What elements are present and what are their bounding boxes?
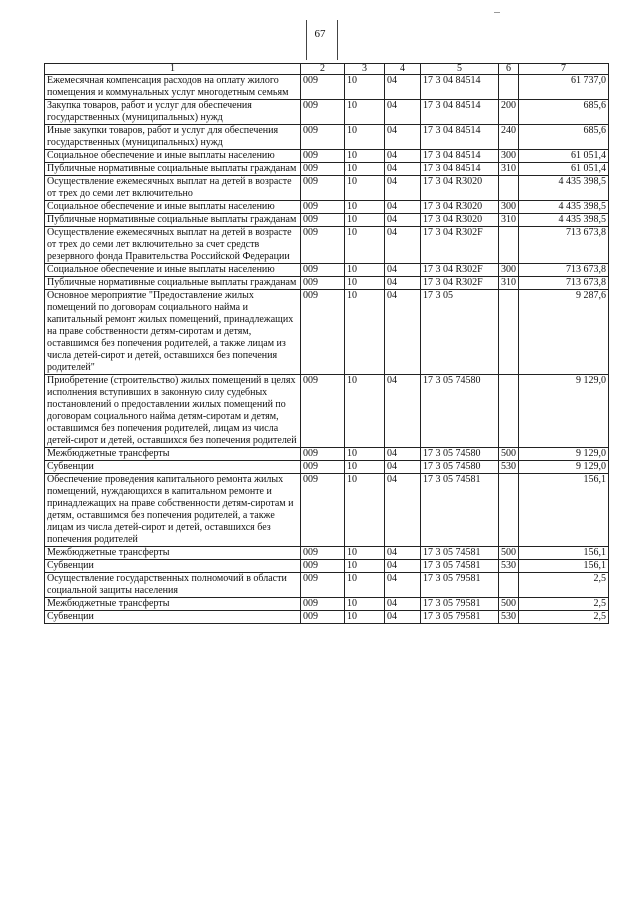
row-rz-cell: 10 — [345, 560, 385, 573]
row-name-cell: Обеспечение проведения капитального ремонта жилых помещений, нуждающихся в капитальном ремонте и принадлежащих на праве собственности детям-сиротам и детям, оставшимся без попечения родителей, а также лицам из числа детей-сирот и детей, оставшихся без попечения родителей — [45, 474, 301, 547]
row-rz-cell: 10 — [345, 573, 385, 598]
row-rz-cell: 10 — [345, 611, 385, 624]
header-cell: 5 — [421, 64, 499, 75]
row-name-cell: Межбюджетные трансферты — [45, 598, 301, 611]
row-vr-cell — [499, 573, 519, 598]
table-row — [45, 474, 609, 547]
row-csr-cell: 17 3 05 79581 — [421, 611, 499, 624]
row-csr-cell: 17 3 05 74581 — [421, 547, 499, 560]
row-ved-cell: 009 — [301, 75, 345, 100]
row-amount-cell: 4 435 398,5 — [519, 214, 609, 227]
row-amount-cell: 9 129,0 — [519, 461, 609, 474]
table-row — [45, 100, 609, 125]
row-rz-cell: 10 — [345, 125, 385, 150]
row-name-cell: Осуществление ежемесячных выплат на детей в возрасте от трех до семи лет включительно — [45, 176, 301, 201]
table-row — [45, 560, 609, 573]
row-amount-cell: 685,6 — [519, 100, 609, 125]
table-row — [45, 75, 609, 100]
row-amount-cell: 713 673,8 — [519, 277, 609, 290]
row-amount-cell: 713 673,8 — [519, 264, 609, 277]
row-rz-cell: 10 — [345, 277, 385, 290]
row-amount-cell: 9 129,0 — [519, 375, 609, 448]
row-amount-cell: 9 129,0 — [519, 448, 609, 461]
row-vr-cell: 200 — [499, 100, 519, 125]
row-pr-cell: 04 — [385, 227, 421, 264]
row-ved-cell: 009 — [301, 448, 345, 461]
table-row — [45, 227, 609, 264]
row-pr-cell: 04 — [385, 150, 421, 163]
row-rz-cell: 10 — [345, 176, 385, 201]
row-vr-cell: 500 — [499, 598, 519, 611]
row-rz-cell: 10 — [345, 201, 385, 214]
row-rz-cell: 10 — [345, 598, 385, 611]
row-pr-cell: 04 — [385, 461, 421, 474]
page-number-box — [306, 20, 338, 60]
row-vr-cell — [499, 75, 519, 100]
row-pr-cell: 04 — [385, 163, 421, 176]
row-amount-cell: 4 435 398,5 — [519, 176, 609, 201]
row-name-cell: Межбюджетные трансферты — [45, 448, 301, 461]
row-amount-cell: 713 673,8 — [519, 227, 609, 264]
row-rz-cell: 10 — [345, 461, 385, 474]
table-row — [45, 547, 609, 560]
row-pr-cell: 04 — [385, 560, 421, 573]
row-vr-cell: 500 — [499, 448, 519, 461]
row-ved-cell: 009 — [301, 163, 345, 176]
table-row — [45, 150, 609, 163]
row-ved-cell: 009 — [301, 573, 345, 598]
row-pr-cell: 04 — [385, 100, 421, 125]
budget-table — [44, 63, 609, 624]
row-ved-cell: 009 — [301, 125, 345, 150]
row-ved-cell: 009 — [301, 264, 345, 277]
row-rz-cell: 10 — [345, 448, 385, 461]
row-name-cell: Осуществление государственных полномочий в области социальной защиты населения — [45, 573, 301, 598]
row-ved-cell: 009 — [301, 375, 345, 448]
row-csr-cell: 17 3 05 74580 — [421, 461, 499, 474]
row-rz-cell: 10 — [345, 150, 385, 163]
row-ved-cell: 009 — [301, 214, 345, 227]
header-cell: 7 — [519, 64, 609, 75]
row-vr-cell: 310 — [499, 277, 519, 290]
row-vr-cell: 500 — [499, 547, 519, 560]
row-ved-cell: 009 — [301, 560, 345, 573]
row-rz-cell: 10 — [345, 75, 385, 100]
row-csr-cell: 17 3 04 R3020 — [421, 201, 499, 214]
row-csr-cell: 17 3 04 R3020 — [421, 214, 499, 227]
row-vr-cell — [499, 375, 519, 448]
row-vr-cell — [499, 474, 519, 547]
row-amount-cell: 685,6 — [519, 125, 609, 150]
row-amount-cell: 61 051,4 — [519, 150, 609, 163]
row-vr-cell: 300 — [499, 201, 519, 214]
scan-mark — [494, 12, 500, 13]
row-csr-cell: 17 3 04 84514 — [421, 163, 499, 176]
row-pr-cell: 04 — [385, 176, 421, 201]
row-pr-cell: 04 — [385, 474, 421, 547]
row-rz-cell: 10 — [345, 100, 385, 125]
header-cell: 4 — [385, 64, 421, 75]
table-row — [45, 201, 609, 214]
row-name-cell: Субвенции — [45, 461, 301, 474]
row-pr-cell: 04 — [385, 214, 421, 227]
row-pr-cell: 04 — [385, 573, 421, 598]
row-pr-cell: 04 — [385, 598, 421, 611]
table-row — [45, 448, 609, 461]
row-ved-cell: 009 — [301, 176, 345, 201]
row-ved-cell: 009 — [301, 150, 345, 163]
table-row — [45, 290, 609, 375]
row-rz-cell: 10 — [345, 290, 385, 375]
row-name-cell: Закупка товаров, работ и услуг для обеспечения государственных (муниципальных) нужд — [45, 100, 301, 125]
row-pr-cell: 04 — [385, 547, 421, 560]
row-ved-cell: 009 — [301, 277, 345, 290]
table-row — [45, 214, 609, 227]
row-name-cell: Субвенции — [45, 611, 301, 624]
row-pr-cell: 04 — [385, 448, 421, 461]
row-csr-cell: 17 3 05 74580 — [421, 375, 499, 448]
row-vr-cell: 530 — [499, 560, 519, 573]
row-amount-cell: 156,1 — [519, 474, 609, 547]
row-name-cell: Публичные нормативные социальные выплаты гражданам — [45, 214, 301, 227]
row-csr-cell: 17 3 04 84514 — [421, 100, 499, 125]
row-vr-cell — [499, 290, 519, 375]
row-vr-cell: 240 — [499, 125, 519, 150]
row-amount-cell: 4 435 398,5 — [519, 201, 609, 214]
table-row — [45, 573, 609, 598]
row-csr-cell: 17 3 04 84514 — [421, 75, 499, 100]
row-vr-cell — [499, 176, 519, 201]
row-csr-cell: 17 3 04 84514 — [421, 125, 499, 150]
row-name-cell: Осуществление ежемесячных выплат на детей в возрасте от трех до семи лет включительно за счет средств резервного фонда Правительства Российской Федерации — [45, 227, 301, 264]
header-cell: 1 — [45, 64, 301, 75]
row-vr-cell: 310 — [499, 163, 519, 176]
row-ved-cell: 009 — [301, 598, 345, 611]
table-row — [45, 598, 609, 611]
row-rz-cell: 10 — [345, 163, 385, 176]
row-pr-cell: 04 — [385, 375, 421, 448]
row-rz-cell: 10 — [345, 214, 385, 227]
table-row — [45, 176, 609, 201]
row-rz-cell: 10 — [345, 227, 385, 264]
header-cell: 2 — [301, 64, 345, 75]
row-ved-cell: 009 — [301, 201, 345, 214]
table-row — [45, 277, 609, 290]
row-vr-cell — [499, 227, 519, 264]
row-pr-cell: 04 — [385, 611, 421, 624]
row-ved-cell: 009 — [301, 547, 345, 560]
header-cell: 6 — [499, 64, 519, 75]
row-pr-cell: 04 — [385, 264, 421, 277]
row-csr-cell: 17 3 04 R302F — [421, 264, 499, 277]
row-ved-cell: 009 — [301, 474, 345, 547]
table-row — [45, 375, 609, 448]
row-csr-cell: 17 3 04 R3020 — [421, 176, 499, 201]
table-row — [45, 125, 609, 150]
row-rz-cell: 10 — [345, 375, 385, 448]
table-header-row — [45, 64, 609, 75]
row-vr-cell: 300 — [499, 264, 519, 277]
row-csr-cell: 17 3 05 74580 — [421, 448, 499, 461]
row-vr-cell: 530 — [499, 611, 519, 624]
row-amount-cell: 156,1 — [519, 547, 609, 560]
row-ved-cell: 009 — [301, 100, 345, 125]
row-vr-cell: 300 — [499, 150, 519, 163]
row-amount-cell: 61 051,4 — [519, 163, 609, 176]
row-rz-cell: 10 — [345, 264, 385, 277]
row-csr-cell: 17 3 04 84514 — [421, 150, 499, 163]
row-csr-cell: 17 3 05 79581 — [421, 573, 499, 598]
row-pr-cell: 04 — [385, 277, 421, 290]
row-amount-cell: 156,1 — [519, 560, 609, 573]
row-name-cell: Ежемесячная компенсация расходов на оплату жилого помещения и коммунальных услуг многодетным семьям — [45, 75, 301, 100]
row-name-cell: Межбюджетные трансферты — [45, 547, 301, 560]
row-name-cell: Иные закупки товаров, работ и услуг для обеспечения государственных (муниципальных) нужд — [45, 125, 301, 150]
row-ved-cell: 009 — [301, 611, 345, 624]
row-rz-cell: 10 — [345, 547, 385, 560]
row-amount-cell: 2,5 — [519, 573, 609, 598]
row-vr-cell: 310 — [499, 214, 519, 227]
row-name-cell: Приобретение (строительство) жилых помещений в целях исполнения вступивших в законную силу судебных постановлений о предоставлении жилых помещений по договорам социального найма детям-сиротам и детям, оставшимся без попечения родителей, лицам из числа детей-сирот и детей, оставшихся без попечения родителей — [45, 375, 301, 448]
row-pr-cell: 04 — [385, 125, 421, 150]
row-vr-cell: 530 — [499, 461, 519, 474]
row-csr-cell: 17 3 05 — [421, 290, 499, 375]
row-csr-cell: 17 3 05 74581 — [421, 474, 499, 547]
row-name-cell: Субвенции — [45, 560, 301, 573]
row-pr-cell: 04 — [385, 201, 421, 214]
table-row — [45, 163, 609, 176]
page-number: 67 — [314, 28, 326, 40]
table-row — [45, 611, 609, 624]
table-row — [45, 461, 609, 474]
header-cell: 3 — [345, 64, 385, 75]
row-name-cell: Социальное обеспечение и иные выплаты населению — [45, 264, 301, 277]
row-name-cell: Публичные нормативные социальные выплаты гражданам — [45, 277, 301, 290]
row-name-cell: Основное мероприятие "Предоставление жилых помещений по договорам социального найма и капитальный ремонт жилых помещений, принадлежащих на праве собственности детям-сиротам и детям, оставшимся без попечения родителей, а также лицам из числа детей-сирот и детей, оставшихся без попечения родителей" — [45, 290, 301, 375]
row-amount-cell: 61 737,0 — [519, 75, 609, 100]
row-amount-cell: 2,5 — [519, 598, 609, 611]
row-name-cell: Социальное обеспечение и иные выплаты населению — [45, 150, 301, 163]
row-name-cell: Публичные нормативные социальные выплаты гражданам — [45, 163, 301, 176]
row-amount-cell: 9 287,6 — [519, 290, 609, 375]
row-csr-cell: 17 3 04 R302F — [421, 277, 499, 290]
row-name-cell: Социальное обеспечение и иные выплаты населению — [45, 201, 301, 214]
row-csr-cell: 17 3 05 79581 — [421, 598, 499, 611]
row-pr-cell: 04 — [385, 290, 421, 375]
row-ved-cell: 009 — [301, 290, 345, 375]
row-csr-cell: 17 3 05 74581 — [421, 560, 499, 573]
row-csr-cell: 17 3 04 R302F — [421, 227, 499, 264]
row-rz-cell: 10 — [345, 474, 385, 547]
row-ved-cell: 009 — [301, 461, 345, 474]
table-row — [45, 264, 609, 277]
row-ved-cell: 009 — [301, 227, 345, 264]
row-amount-cell: 2,5 — [519, 611, 609, 624]
row-pr-cell: 04 — [385, 75, 421, 100]
